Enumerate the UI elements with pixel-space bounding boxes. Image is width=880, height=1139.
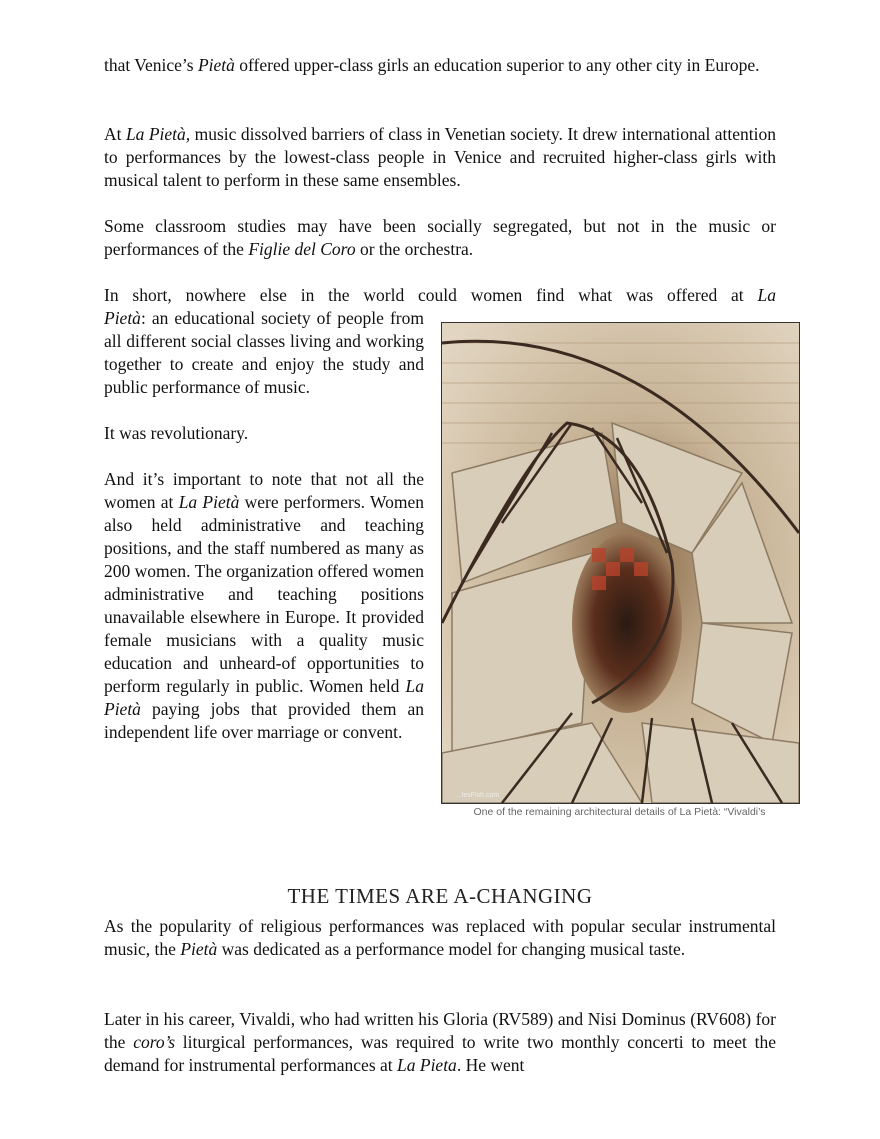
paragraph-secular-music: As the popularity of religious performances was replaced with popular secular instrumental music, the Pietà was dedicated as a performance model for changing musical taste.: [104, 916, 776, 959]
paragraph-pieta-education: that Venice’s Pietà offered upper-class girls an education superior to any other city in Europe.: [104, 55, 760, 75]
paragraph-segregation: Some classroom studies may have been socially segregated, but not in the music or performances of the Figlie del Coro or the orchestra.: [104, 216, 776, 259]
photo-watermark: ...lesFish.com: [456, 792, 500, 799]
wrapped-text-column: [104, 307, 424, 744]
paragraph-class-barriers: At La Pietà, music dissolved barriers of class in Venetian society. It drew international attention to performances by the lowest-class people in Venice and recruited higher-class girls with musical talent to perform in these same ensembles.: [104, 124, 777, 190]
paragraph-in-short-rest: Pietà: an educational society of people from all different social classes living and working together to create and enjoy the study and public performance of music.: [104, 308, 424, 397]
paragraph-revolutionary: It was revolutionary.: [104, 423, 249, 443]
photo-caption: One of the remaining architectural details of La Pietà: “Vivaldi’s: [473, 806, 766, 818]
paragraph-vivaldi-career: Later in his career, Vivaldi, who had written his Gloria (RV589) and Nisi Dominus (RV608) for the coro’s liturgical performances, was required to write two monthly concerti to meet the demand for instrumental performances at La Pieta. He went: [104, 1009, 777, 1075]
paragraph-in-short-lead: In short, nowhere else in the world could women find what was offered at La: [104, 285, 776, 305]
paragraph-women-staff: And it’s important to note that not all the women at La Pietà were performers. Women also held administrative and teaching positions, and the staff numbered as many as 200 women. The organization offered women administrative and teaching positions unavailable elsewhere in Europe. It provided female musicians with a quality music education and unheard-of opportunities to perform regularly in public. Women held La Pietà paying jobs that provided them an independent life over marriage or convent.: [104, 469, 424, 742]
section-heading: THE TIMES ARE A-CHANGING: [287, 884, 593, 908]
staircase-photo: [441, 322, 800, 804]
